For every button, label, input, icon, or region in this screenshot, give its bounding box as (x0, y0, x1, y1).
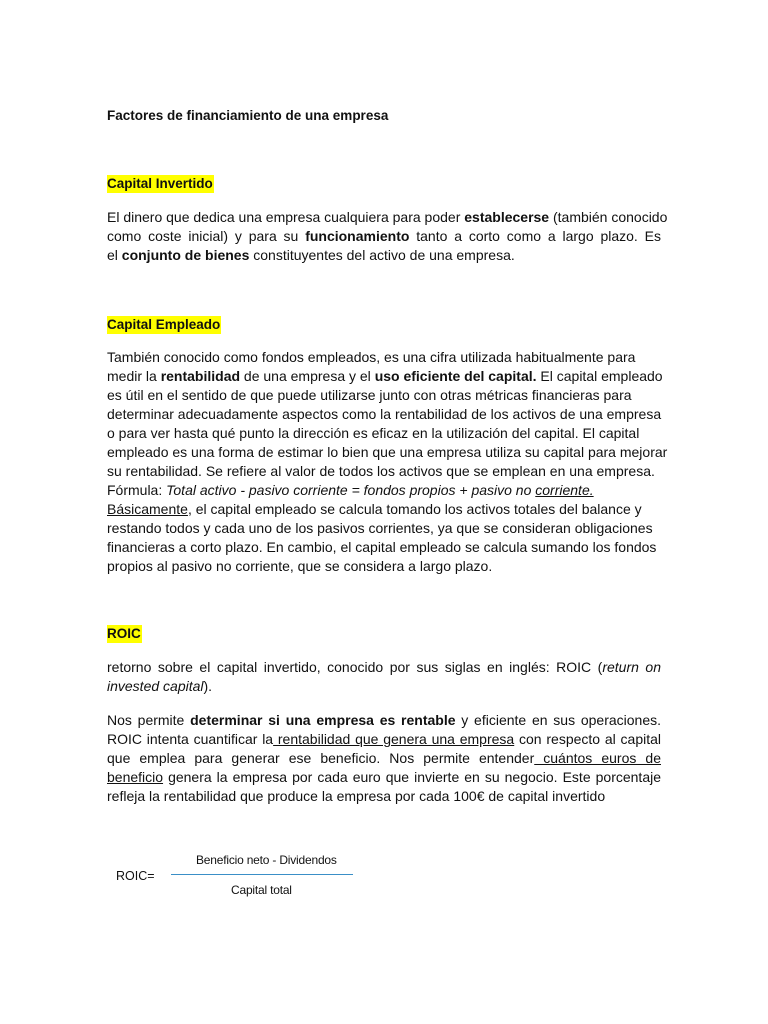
text-line: El dinero que dedica una empresa cualquiera para poder establecerse (también conocido (107, 209, 668, 225)
text-line: beneficio genera la empresa por cada euro que invierte en su negocio. Este porcentaje (107, 769, 661, 785)
text-line: Básicamente, el capital empleado se calcula tomando los activos totales del balance y (107, 501, 642, 517)
text-line: propios al pasivo no corriente, que se considera a largo plazo. (107, 558, 493, 574)
heading-capital-invertido: Capital Invertido (107, 176, 213, 191)
document-title: Factores de financiamiento de una empresa (107, 108, 389, 123)
heading-roic: ROIC (107, 626, 141, 641)
paragraph-roic-intro (107, 658, 661, 696)
text-line: También conocido como fondos empleados, es una cifra utilizada habitualmente para (107, 349, 636, 365)
text-line: financieras a corto plazo. En cambio, el capital empleado se calcula sumando los fondos (107, 539, 657, 555)
text-line: el conjunto de bienes constituyentes del activo de una empresa. (107, 247, 515, 263)
paragraph-roic-body (107, 711, 661, 806)
text-line: determinar adecuadamente aspectos como la rentabilidad de los activos de una empresa (107, 406, 662, 422)
roic-formula (116, 848, 376, 908)
text-line: invested capital). (107, 678, 213, 694)
text-line: medir la rentabilidad de una empresa y el uso eficiente del capital. El capital empleado (107, 368, 663, 384)
text-line: refleja la rentabilidad que produce la empresa por cada 100€ de capital invertido (107, 788, 606, 804)
formula-numerator: Beneficio neto - Dividendos (196, 853, 337, 867)
paragraph-capital-empleado (107, 348, 668, 576)
text-line: como coste inicial) y para su funcionamiento tanto a corto como a largo plazo. Es (107, 228, 661, 244)
formula-denominator: Capital total (231, 883, 292, 897)
heading-capital-empleado: Capital Empleado (107, 317, 221, 332)
text-line: o para ver hasta qué punto la dirección es eficaz en la utilización del capital. El capital (107, 425, 640, 441)
fraction-bar (171, 874, 353, 875)
text-line: empleado es una forma de estimar lo bien que una empresa utiliza su capital para mejorar (107, 444, 668, 460)
formula-label: ROIC= (116, 869, 155, 883)
text-line: restando todos y cada uno de los pasivos corrientes, ya que se consideran obligaciones (107, 520, 653, 536)
text-line: que emplea para generar ese beneficio. Nos permite entender cuántos euros de (107, 750, 661, 766)
text-line: ROIC intenta cuantificar la rentabilidad que genera una empresa con respecto al capital (107, 731, 661, 747)
formula-line: Fórmula: Total activo - pasivo corriente = fondos propios + pasivo no corriente. (107, 482, 594, 498)
text-line: Nos permite determinar si una empresa es rentable y eficiente en sus operaciones. (107, 712, 662, 728)
text-line: es útil en el sentido de que puede utilizarse junto con otras métricas financieras para (107, 387, 632, 403)
text-line: retorno sobre el capital invertido, conocido por sus siglas en inglés: ROIC (return on (107, 659, 661, 675)
text-line: su rentabilidad. Se refiere al valor de todos los activos que se emplean en una empresa. (107, 463, 655, 479)
paragraph-capital-invertido (107, 208, 668, 265)
